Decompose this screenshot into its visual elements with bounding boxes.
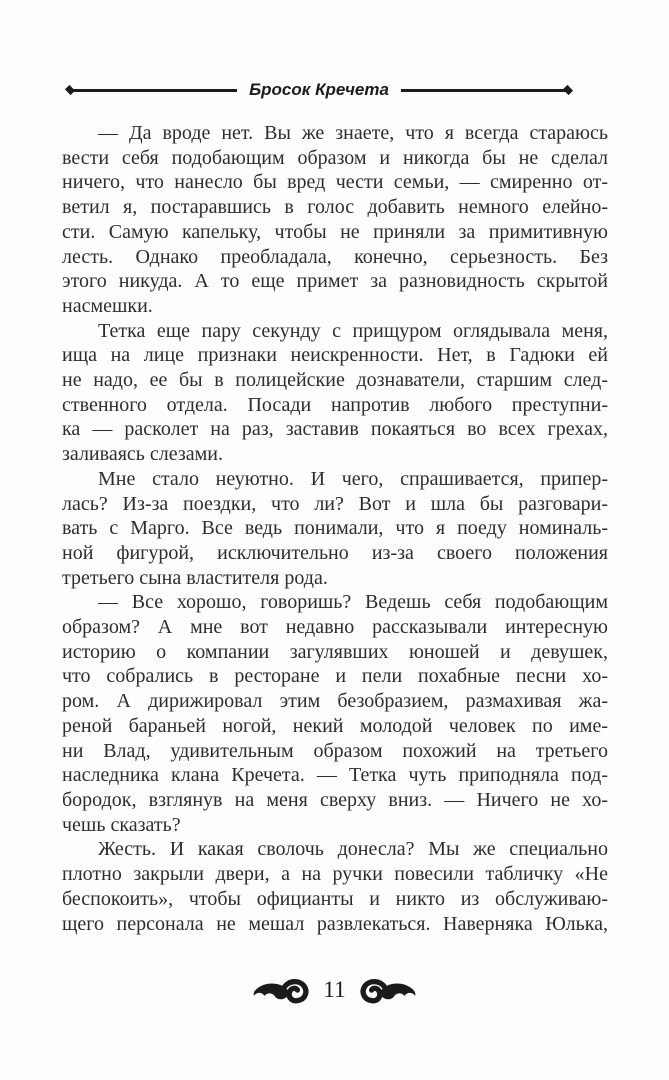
text-line: ища на лице признаки неискренности. Нет, в Гадюки ей: [62, 344, 608, 367]
page-footer: [0, 976, 669, 1006]
left-arrow-diamond-icon: [65, 85, 75, 95]
page-number: 11: [323, 976, 346, 1002]
text-line: лась? Из-за поездки, что ли? Вот и шла бы разговари-: [62, 492, 608, 515]
swirl-flourish-right-icon: [360, 976, 418, 1006]
text-line: ни Влад, удивительным образом похожий на третьего: [62, 739, 608, 762]
paragraph: [62, 590, 608, 837]
paragraph: [62, 467, 608, 591]
text-line: что собрались в ресторане и пели похабные песни хо-: [62, 665, 608, 688]
text-line: реной бараньей ногой, некий молодой человек по име-: [62, 714, 608, 737]
paragraph: [62, 319, 608, 467]
paragraph: [62, 837, 608, 936]
text-line: — Все хорошо, говоришь? Ведешь себя подобающим: [98, 591, 608, 614]
text-line: вести себя подобающим образом и никогда бы не сделал: [62, 146, 608, 169]
text-line: этого никуда. А то еще примет за разновидность скрытой: [62, 270, 608, 293]
header-rule-right: [401, 89, 566, 92]
running-header: [66, 80, 572, 100]
paragraph: [62, 121, 608, 319]
text-line: бородок, взглянув на меня сверху вниз. — Ничего не хо-: [62, 788, 608, 811]
text-line: третьего сына властителя рода.: [62, 566, 328, 589]
text-line: ром. А дирижировал этим безобразием, размахивая жа-: [62, 690, 608, 713]
text-line: насмешки.: [62, 294, 153, 317]
text-line: вать с Марго. Все ведь понимали, что я поеду номиналь-: [62, 517, 608, 540]
text-line: ка — расколет на раз, заставив покаяться во всех грехах,: [62, 418, 608, 441]
text-line: лесть. Однако преобладала, конечно, серьезность. Без: [62, 245, 608, 268]
text-line: не надо, ее бы в полицейские дознаватели, старшим след-: [62, 369, 608, 392]
text-line: наследника клана Кречета. — Тетка чуть приподняла под-: [62, 764, 608, 787]
text-line: ной фигурой, исключительно из-за своего положения: [62, 541, 608, 564]
text-line: беспокоить», чтобы официанты и никто из обслуживаю-: [62, 887, 608, 910]
text-line: сти. Самую капельку, чтобы не приняли за примитивную: [62, 220, 608, 243]
text-line: Тетка еще пару секунду с прищуром оглядывала меня,: [98, 319, 608, 342]
text-line: Жесть. И какая сволочь донесла? Мы же специально: [98, 838, 608, 861]
text-line: — Да вроде нет. Вы же знаете, что я всегда стараюсь: [98, 122, 608, 144]
text-line: образом? А мне вот недавно рассказывали интересную: [62, 616, 608, 639]
text-line: заливаясь слезами.: [62, 443, 224, 466]
swirl-flourish-left-icon: [251, 976, 309, 1006]
body-text: [62, 121, 608, 936]
text-line: Мне стало неуютно. И чего, спрашивается, припер-: [98, 467, 608, 490]
text-line: историю о компании загулявших юношей и девушек,: [62, 640, 608, 663]
right-arrow-diamond-icon: [563, 85, 573, 95]
text-line: ветил я, постаравшись в голос добавить немного елейно-: [62, 196, 608, 219]
text-line: щего персонала не мешал развлекаться. Наверняка Юлька,: [62, 912, 608, 935]
text-line: ственного отдела. Посади напротив любого преступни-: [62, 393, 608, 416]
text-line: плотно закрыли двери, а на ручки повесили табличку «Не: [62, 863, 608, 886]
book-title: Бросок Кречета: [249, 80, 389, 99]
header-rule-left: [72, 89, 237, 92]
text-line: чешь сказать?: [62, 813, 181, 836]
text-line: ничего, что нанесло бы вред чести семьи, — смиренно от-: [62, 171, 608, 194]
